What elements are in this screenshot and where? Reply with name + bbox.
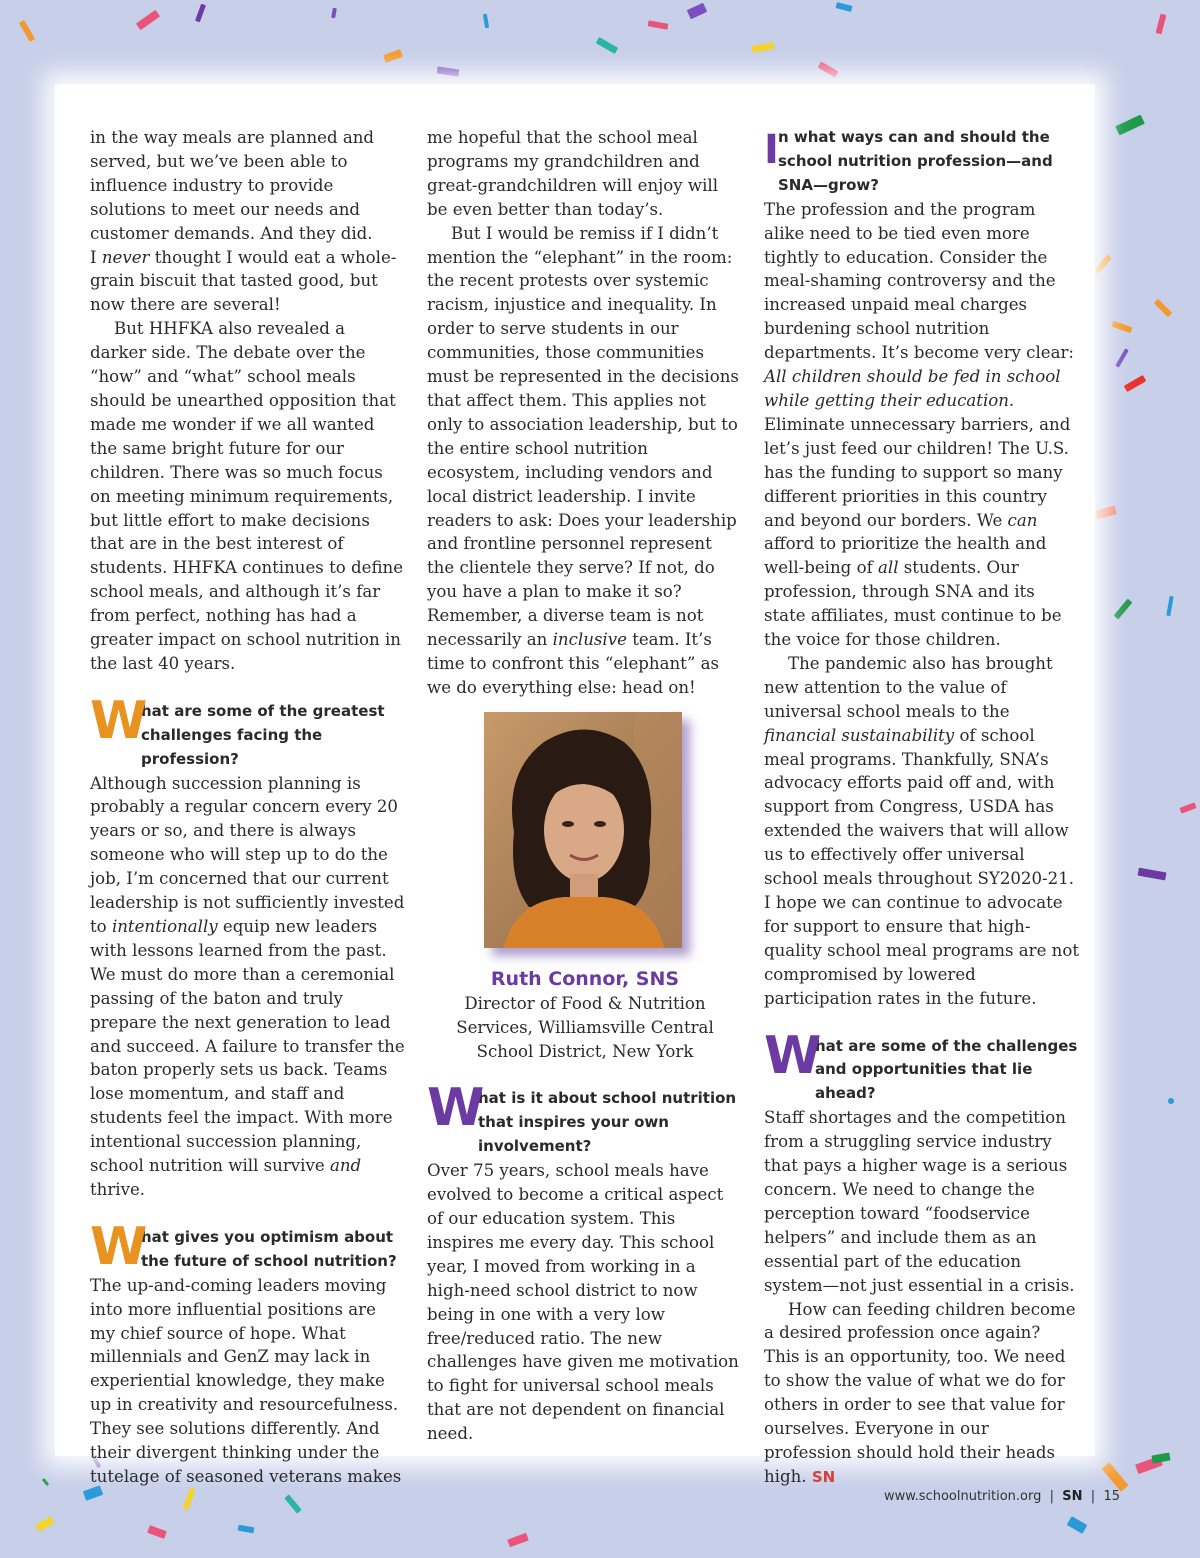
paragraph: me hopeful that the school meal programs my grandchildren and great-grandchildren will enjoy will be even better than today’s. xyxy=(427,128,719,219)
drop-cap: W xyxy=(90,690,148,751)
paragraph: in the way meals are planned and served, but we’ve been able to influence industry to provide solutions to meet our needs and customer demands. And they did. xyxy=(90,128,375,243)
photo-caption-name: Ruth Connor, SNS xyxy=(490,967,680,990)
question-heading: W hat are some of the greatest challenges facing the profession? xyxy=(90,690,385,768)
answer-paragraph: The profession and the program alike need to be tied even more tightly to education. Consider the meal-shaming controversy and the increased unpaid meal charges burdening school nutrition departments. It’s become very clear: All children should be fed in school while getting their education. Eliminate unnecessary barriers, and let’s just feed our children! The U.S. has the funding to support so many different priorities in this country and beyond our borders. We can afford to prioritize the health and well-being of all students. Our profession, through SNA and its state affiliates, must continue to be the voice for those children. xyxy=(764,199,1074,650)
answer-paragraph: Although succession planning is probably a regular concern every 20 years or so, and there is always someone who will step up to do the job, I’m concerned that our current leadership is not sufficiently invested to intentionally equip new leaders with lessons learned from the past. We must do more than a ceremonial passing of the baton and truly prepare the next generation to lead and succeed. A failure to transfer the baton properly sets us back. Teams lose momentum, and staff and students feel the impact. With more intentional succession planning, school nutrition will survive and thrive. xyxy=(90,773,405,1199)
portrait-illustration xyxy=(484,712,682,948)
answer-paragraph: Over 75 years, school meals have evolved to become a critical aspect of our education system. This inspires me every day. This school year, I moved from working in a high-need school district to now being in one with a very low free/reduced ratio. The new challenges have given me motivation to fight for universal school meals that are not dependent on financial need. xyxy=(427,1161,739,1444)
paragraph: How can feeding children become a desired profession once again? This is an opportunity, too. We need to show the value of what we do for others in order to see that value for ourselves. Everyone in our profession should hold their heads high. SN xyxy=(764,1299,1076,1486)
paragraph: I never thought I would eat a whole-grain biscuit that tasted good, but now there are several! xyxy=(90,247,397,315)
page-footer xyxy=(860,1489,1120,1504)
end-mark: SN xyxy=(811,1467,836,1486)
answer-paragraph: Staff shortages and the competition from a struggling service industry that pays a higher wage is a serious concern. We need to change the perception toward “foodservice helpers” and include them as an essential part of the education system—not just essential in a crisis. xyxy=(764,1108,1075,1295)
footer-separator: | xyxy=(1090,1489,1096,1504)
drop-cap: W xyxy=(764,1025,822,1086)
question-heading: W hat are some of the challenges and opportunities that lie ahead? xyxy=(764,1025,1078,1103)
question-heading: W hat gives you optimism about the future of school nutrition? xyxy=(90,1216,397,1277)
drop-cap: I xyxy=(764,127,779,173)
paragraph: But I would be remiss if I didn’t mention the “elephant” in the room: the recent protests over systemic racism, injustice and inequality. In order to serve students in our communities, those communities must be represented in the decisions that affect them. This applies not only to association leadership, but to the entire school nutrition ecosystem, including vendors and local district leadership. I invite readers to ask: Does your leadership and frontline personnel represent the clientele they serve? If not, do you have a plan to make it so? Remember, a diverse team is not necessarily an inclusive team. It’s time to confront this “elephant” as we do everything else: head on! xyxy=(427,223,739,697)
footer-url[interactable]: www.schoolnutrition.org xyxy=(883,1489,1042,1504)
footer-separator: | xyxy=(1049,1489,1055,1504)
paragraph: But HHFKA also revealed a darker side. The debate over the “how” and “what” school meals should be unearthed opposition that made me wonder if we all wanted the same bright future for our children. There was so much focus on meeting minimum requirements, but little effort to make decisions that are in the best interest of students. HHFKA continues to define school meals, and although it’s far from perfect, nothing has had a greater impact on school nutrition in the last 40 years. xyxy=(90,319,404,673)
footer-magazine: SN xyxy=(1062,1489,1083,1504)
article-column-2 xyxy=(427,126,743,1446)
question-heading: W hat is it about school nutrition that inspires your own involvement? xyxy=(427,1078,737,1156)
drop-cap: W xyxy=(90,1216,148,1277)
photo-caption-title: Director of Food & Nutrition Services, Williamsville Central School District, New York xyxy=(456,993,714,1061)
answer-paragraph: The up-and-coming leaders moving into more influential positions are my chief source of hope. What millennials and GenZ may lack in experiential knowledge, they make up in creativity and resourcefulness. They see solutions differently. And their divergent thinking under the tutelage of seasoned veterans makes xyxy=(90,1275,402,1486)
article-column-3 xyxy=(764,126,1080,1490)
question-heading: I n what ways can and should the school nutrition profession—and SNA—grow? xyxy=(764,127,1053,194)
portrait-photo xyxy=(484,712,682,948)
drop-cap: W xyxy=(427,1078,485,1139)
article-column-1 xyxy=(90,126,406,1489)
paragraph: The pandemic also has brought new attention to the value of universal school meals to the financial sustainability of school meal programs. Thankfully, SNA’s advocacy efforts paid off and, with support from Congress, USDA has extended the waivers that will allow us to effectively offer universal school meals throughout SY2020-21. I hope we can continue to advocate for support to ensure that high-quality school meal programs are not compromised by lowered participation rates in the future. xyxy=(764,653,1080,1008)
page-number: 15 xyxy=(1103,1489,1120,1504)
